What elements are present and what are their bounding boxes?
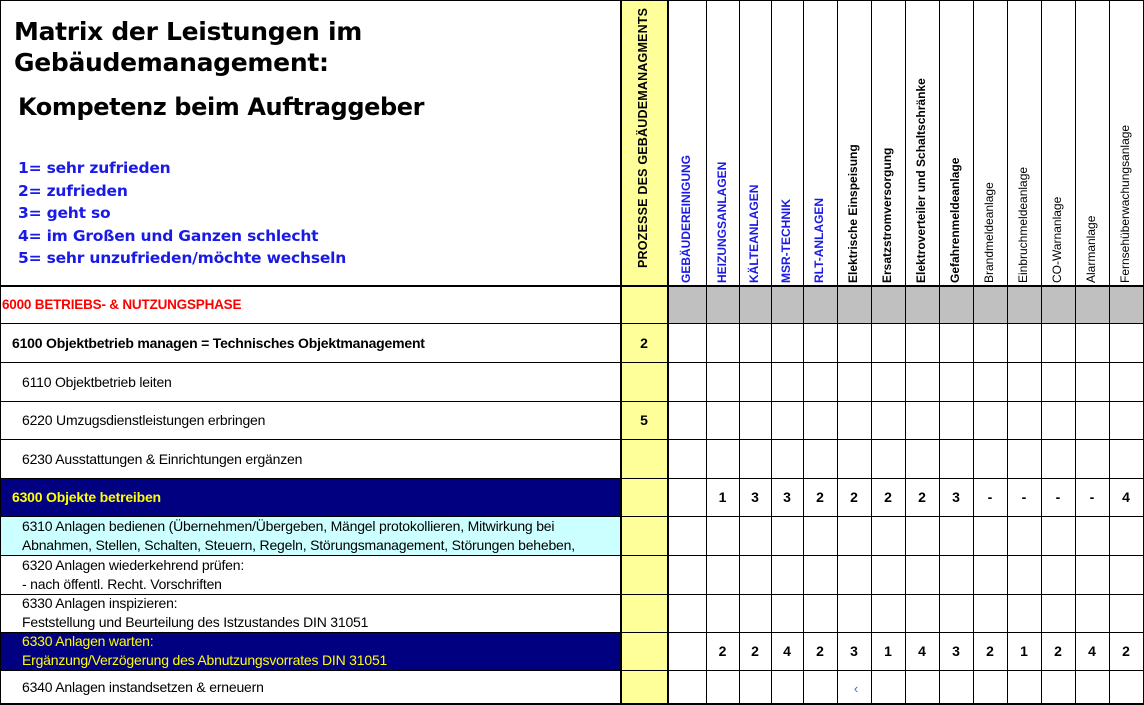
- rating-cell: 1: [884, 643, 892, 659]
- rating-cell: 3: [952, 489, 960, 505]
- legend-item: 2= zufrieden: [18, 181, 128, 200]
- rating-cell: 4: [1088, 643, 1096, 659]
- rating-cell: 2: [751, 643, 759, 659]
- column-header: Fernsehüberwachungsanlage: [1118, 124, 1132, 283]
- row-label: - nach öffentl. Recht. Vorschriften: [22, 575, 222, 592]
- rating-cell: 4: [783, 643, 791, 659]
- rating-cell: 4: [1122, 489, 1130, 505]
- row-label: 6000 BETRIEBS- & NUTZUNGSPHASE: [2, 296, 242, 312]
- column-header: Ersatzstromversorgung: [880, 147, 894, 283]
- rating-cell: -: [987, 489, 993, 505]
- rating-cell: 3: [751, 489, 759, 505]
- column-header: Gefahrenmeldeanlage: [948, 157, 962, 283]
- column-header: MSR-TECHNIK: [779, 199, 793, 283]
- rating-cell: 1: [718, 489, 727, 505]
- row-label: 6330 Anlagen warten:: [22, 633, 154, 649]
- rating-cell: -: [1055, 489, 1061, 505]
- title: Matrix der Leistungen im Gebäudemanagement:: [14, 17, 362, 77]
- column-header: Einbruchmeldeanlage: [1016, 166, 1030, 283]
- rating-cell: 2: [1122, 643, 1130, 659]
- rating-cell: 3: [783, 489, 791, 505]
- row-label: 6110 Objektbetrieb leiten: [22, 373, 172, 390]
- row-label: Feststellung und Beurteilung des Istzustandes DIN 31051: [22, 614, 369, 630]
- rating-cell: 2: [918, 489, 926, 505]
- column-header: Alarmanlage: [1084, 215, 1098, 283]
- legend-item: 5= sehr unzufrieden/möchte wechseln: [18, 249, 347, 268]
- rating-cell: 3: [952, 643, 960, 659]
- row-label: 6100 Objektbetrieb managen = Technisches Objektmanagement: [12, 334, 425, 351]
- rating-cell: -: [1021, 489, 1027, 505]
- legend-item: 4= im Großen und Ganzen schlecht: [18, 226, 319, 245]
- rating-cell: 2: [718, 643, 727, 659]
- rating-cell: 1: [1020, 643, 1028, 659]
- column-header: KÄLTEANLAGEN: [747, 184, 761, 283]
- row-label: 6230 Ausstattungen & Einrichtungen ergänzen: [22, 450, 303, 467]
- rating-cell: 2: [884, 489, 892, 505]
- row-label: Abnahmen, Stellen, Schalten, Steuern, Regeln, Störungsmanagement, Störungen beheben,: [22, 536, 575, 553]
- rating-cell: -: [1089, 489, 1095, 505]
- column-header: Elektrische Einspeisung: [846, 144, 860, 283]
- rating-cell: 4: [918, 643, 926, 659]
- row-label: 6340 Anlagen instandsetzen & erneuern: [22, 679, 264, 695]
- column-header: GEBÄUDEREINIGUNG: [678, 154, 693, 283]
- legend-item: 1= sehr zufrieden: [18, 159, 171, 177]
- rating-cell: 2: [986, 643, 994, 659]
- column-header: RLT-ANLAGEN: [812, 197, 826, 283]
- rating-cell: 2: [816, 643, 824, 659]
- row-label: 6310 Anlagen bedienen (Übernehmen/Übergeben, Mängel protokollieren, Mitwirkung bei: [22, 517, 555, 534]
- row-label: 6320 Anlagen wiederkehrend prüfen:: [22, 556, 245, 573]
- legend-item: 3= geht so: [18, 204, 111, 223]
- process-rating: 5: [640, 412, 648, 428]
- column-header: CO-Warnanlage: [1050, 196, 1064, 283]
- process-rating: 2: [640, 334, 648, 351]
- rating-cell: 2: [816, 489, 824, 505]
- process-header: PROZESSE DES GEBÄUDEMANAGMENTS: [636, 7, 650, 268]
- rating-cell: 3: [850, 643, 858, 659]
- rating-cell: 2: [1054, 643, 1062, 659]
- row-label: 6300 Objekte betreiben: [12, 489, 161, 505]
- row-label: Ergänzung/Verzögerung des Abnutzungsvorrates DIN 31051: [22, 652, 388, 668]
- rating-cell: 2: [850, 489, 858, 505]
- row-label: 6220 Umzugsdienstleistungen erbringen: [22, 412, 266, 428]
- column-header: HEIZUNGSANLAGEN: [714, 161, 729, 283]
- row-label: 6330 Anlagen inspizieren:: [22, 595, 178, 611]
- column-header: Elektroverteiler und Schaltschränke: [914, 78, 928, 283]
- subtitle: Kompetenz beim Auftraggeber: [18, 93, 425, 121]
- stray-mark: ‹: [853, 681, 859, 696]
- column-header: Brandmeldeanlage: [982, 182, 996, 283]
